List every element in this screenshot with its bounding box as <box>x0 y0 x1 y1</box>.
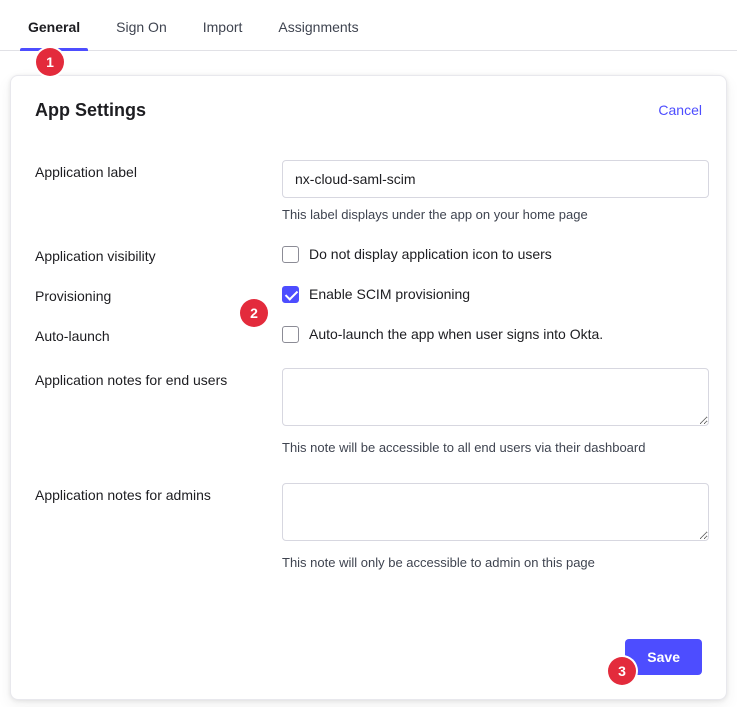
notes-admins-field-wrap <box>282 483 709 572</box>
provisioning-field-wrap <box>282 284 702 304</box>
auto-launch-checkbox[interactable] <box>282 326 299 343</box>
provisioning-label: Provisioning <box>35 288 112 304</box>
auto-launch-field-wrap <box>282 324 702 344</box>
row-application-visibility <box>35 244 702 266</box>
application-visibility-field-wrap <box>282 244 702 264</box>
notes-admins-label: Application notes for admins <box>35 487 211 503</box>
enable-scim-provisioning-label: Enable SCIM provisioning <box>309 286 471 302</box>
auto-launch-label: Auto-launch <box>35 328 110 344</box>
cancel-button[interactable]: Cancel <box>658 102 702 118</box>
app-settings-card <box>10 75 727 700</box>
row-notes-admins <box>35 483 702 572</box>
tab-assignments-label: Assignments <box>278 19 359 35</box>
tab-sign-on-label: Sign On <box>116 19 167 35</box>
application-visibility-checkbox-label: Do not display application icon to users <box>309 246 552 262</box>
app-settings-form <box>11 122 726 572</box>
application-visibility-label: Application visibility <box>35 248 156 264</box>
enable-scim-provisioning-checkbox[interactable] <box>282 286 299 303</box>
notes-end-users-help: This note will be accessible to all end users via their dashboard <box>282 440 646 455</box>
notes-end-users-label: Application notes for end users <box>35 372 228 388</box>
save-button[interactable]: Save <box>625 639 702 675</box>
auto-launch-checkbox-row[interactable] <box>282 324 702 344</box>
application-label-help: This label displays under the app on your home page <box>282 207 588 222</box>
row-application-label <box>35 160 702 224</box>
application-label-field-wrap <box>282 160 709 224</box>
notes-end-users-textarea[interactable] <box>282 368 709 426</box>
provisioning-checkbox-row[interactable] <box>282 284 702 304</box>
auto-launch-checkbox-label: Auto-launch the app when user signs into Okta. <box>309 326 604 342</box>
notes-end-users-field-wrap <box>282 368 709 457</box>
notes-admins-help: This note will only be accessible to admin on this page <box>282 555 595 570</box>
application-visibility-checkbox[interactable] <box>282 246 299 263</box>
notes-admins-textarea[interactable] <box>282 483 709 541</box>
tab-import[interactable] <box>185 19 261 50</box>
step-badge-1: 1 <box>36 48 64 76</box>
tab-general[interactable] <box>10 19 98 50</box>
step-badge-3: 3 <box>608 657 636 685</box>
card-header <box>11 76 726 122</box>
row-provisioning <box>35 284 702 306</box>
tab-bar <box>0 0 737 51</box>
tab-sign-on[interactable] <box>98 19 185 50</box>
application-visibility-checkbox-row[interactable] <box>282 244 702 264</box>
application-label-label: Application label <box>35 164 137 180</box>
card-footer <box>625 639 702 675</box>
tab-general-label: General <box>28 19 81 35</box>
page-title: App Settings <box>35 100 146 120</box>
row-auto-launch <box>35 324 702 346</box>
tab-import-label: Import <box>202 19 243 35</box>
row-notes-end-users <box>35 368 702 457</box>
step-badge-2: 2 <box>240 299 268 327</box>
application-label-input[interactable] <box>282 160 709 198</box>
tab-assignments[interactable] <box>260 19 376 50</box>
